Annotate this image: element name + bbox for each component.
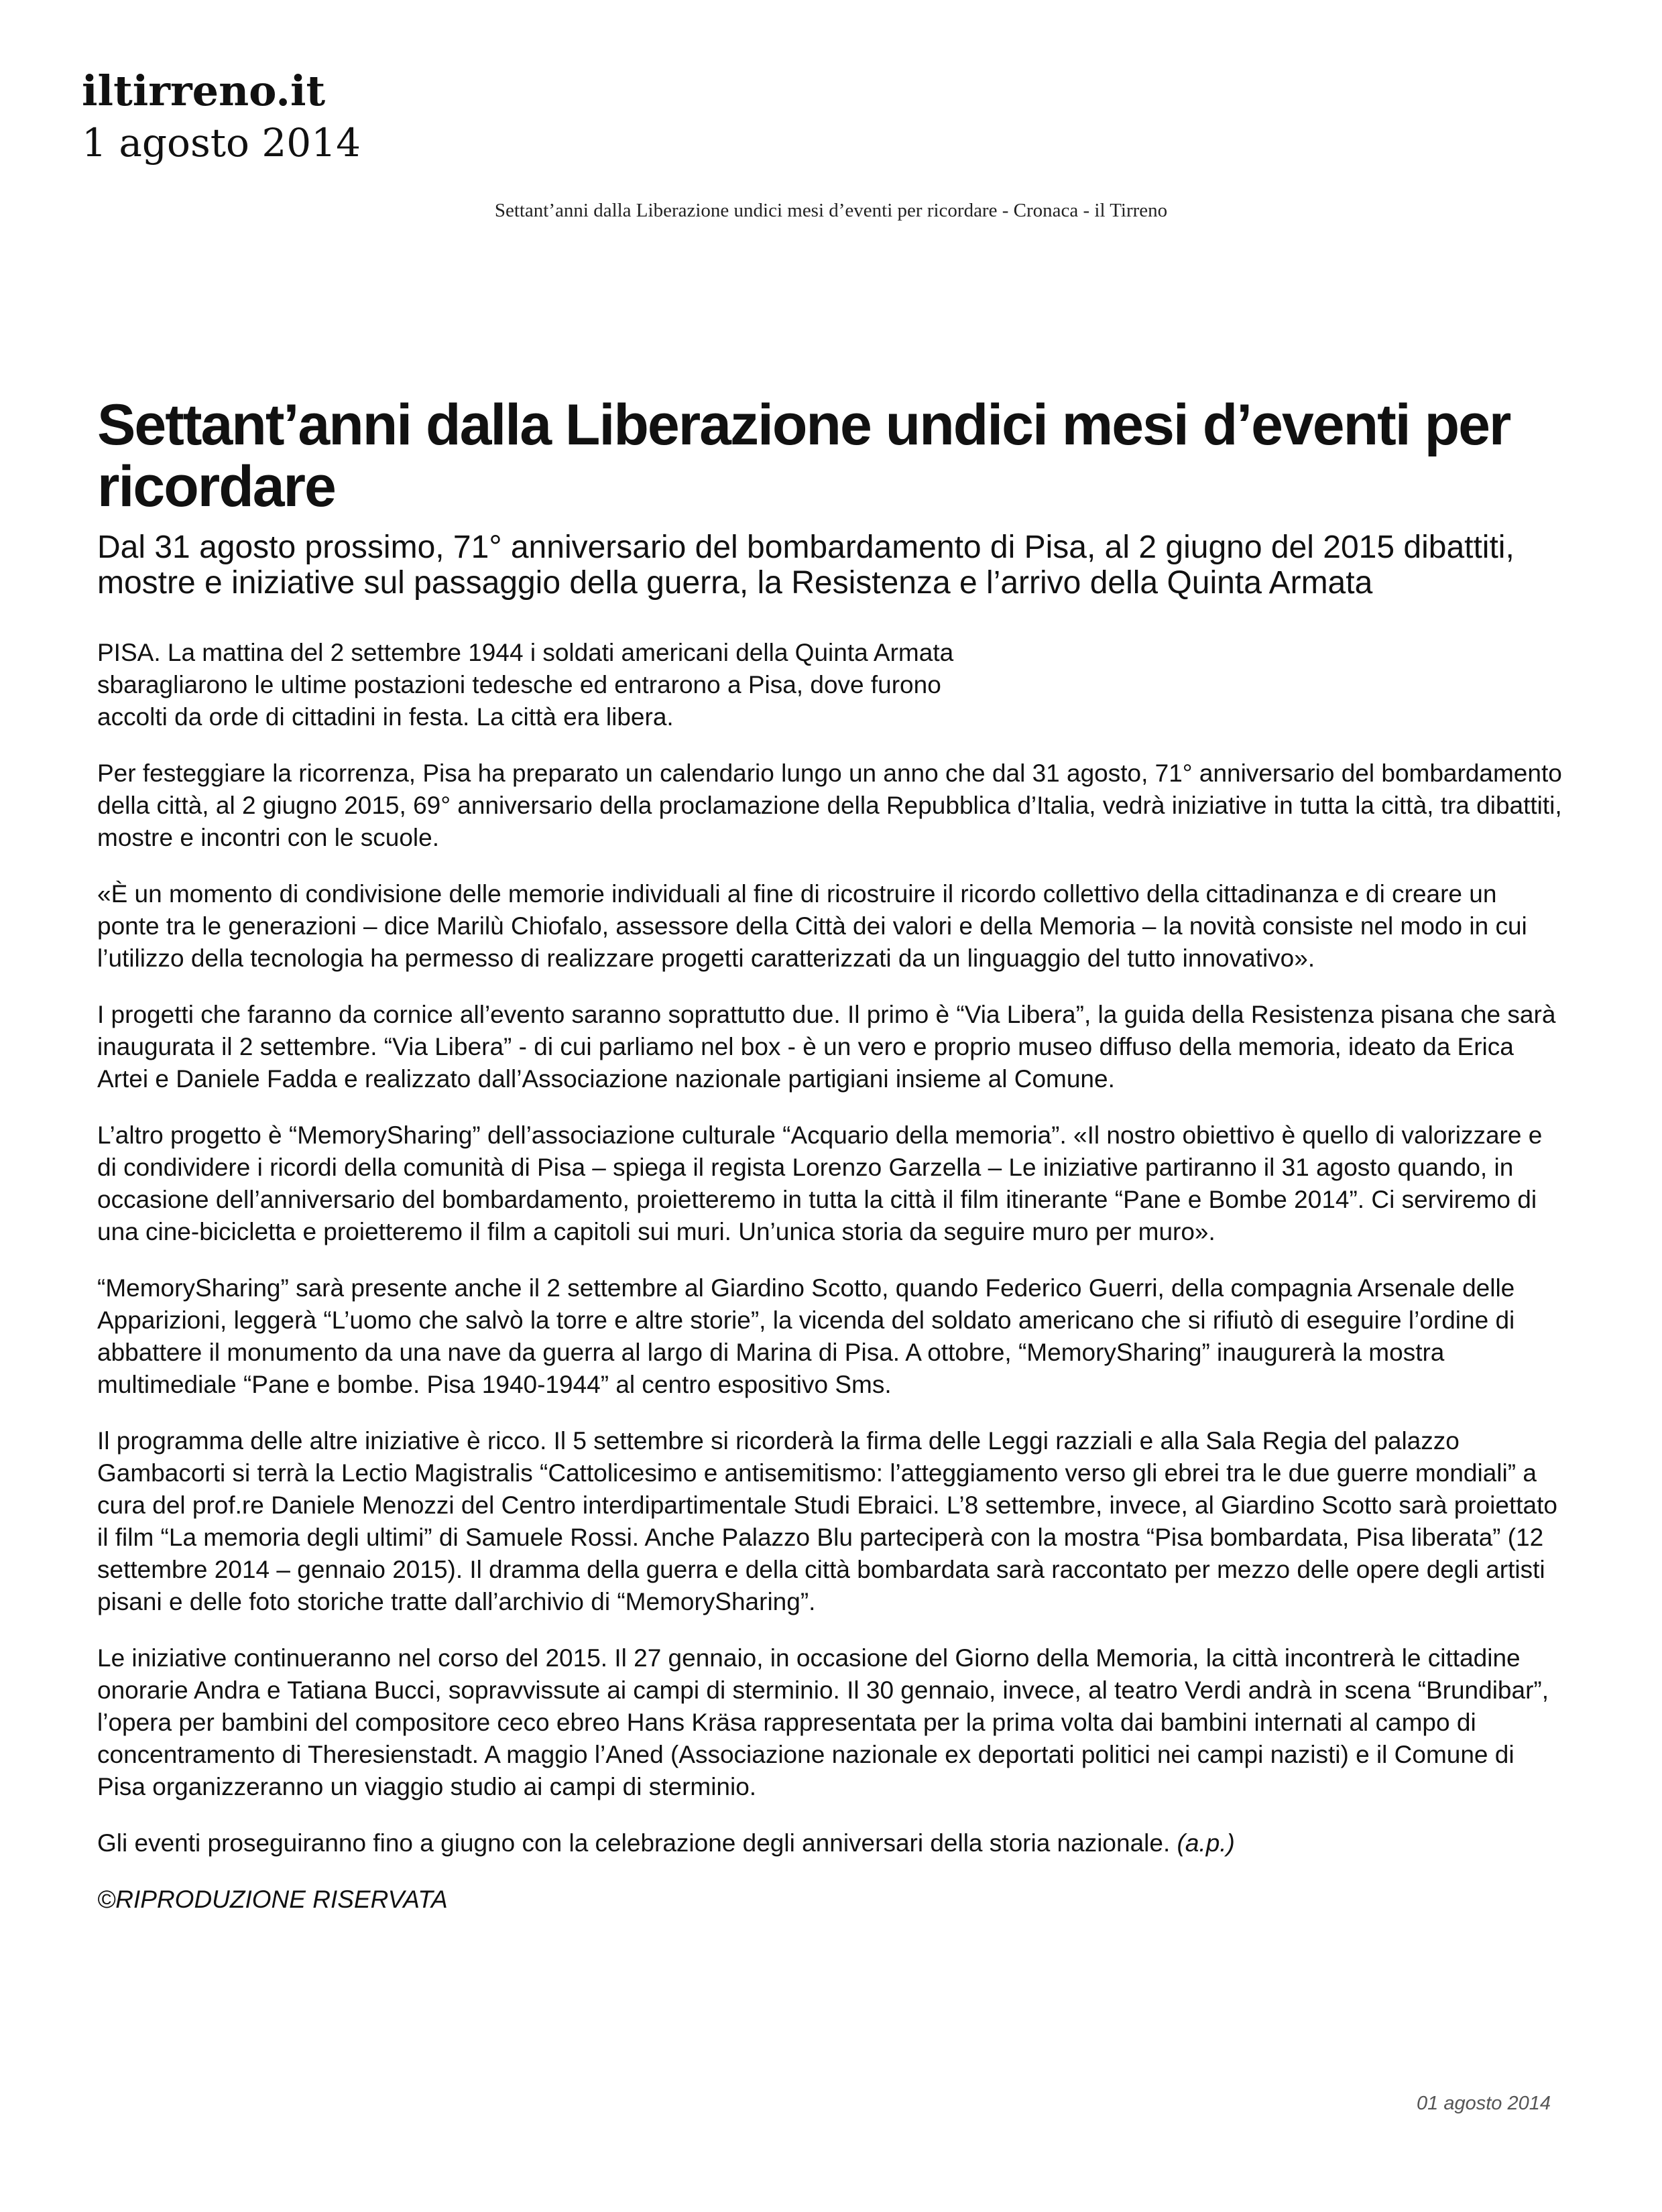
body-paragraph: Le iniziative continueranno nel corso del 2015. Il 27 gennaio, in occasione del Giorno della Memoria, la città incontrerà le cittadine onorarie Andra e Tatiana Bucci, sopravvissute ai campi di sterminio. Il 30 gennaio, invece, al teatro Verdi andrà in scena “Brundibar”, l’opera per bambini del compositore ceco ebreo Hans Kräsa rappresentata per la prima volta dai bambini internati al campo di concentramento di Theresienstadt. A maggio l’Aned (Associazione nazionale ex deportati politici nei campi nazisti) e il Comune di Pisa organizzeranno un viaggio studio ai campi di sterminio.	[97, 1644, 1549, 1800]
publication-date: 1 agosto 2014	[82, 120, 361, 166]
copyright-notice: ©RIPRODUZIONE RISERVATA	[97, 1886, 448, 1913]
body-paragraph: L’altro progetto è “MemorySharing” dell’associazione culturale “Acquario della memoria”. «Il nostro obiettivo è quello di valorizzare e di condividere i ricordi della comunità di Pisa – spiega il regista Lorenzo Garzella – Le iniziative partiranno il 31 agosto quando, in occasione dell’anniversario del bombardamento, proietteremo in tutta la città il film itinerante “Pane e Bombe 2014”. Ci serviremo di una cine-bicicletta e proietteremo il film a capitoli sui muri. Un’unica storia da seguire muro per muro».	[97, 1121, 1543, 1245]
body-paragraph: «È un momento di condivisione delle memorie individuali al fine di ricostruire il ricordo collettivo della cittadinanza e di creare un ponte tra le generazioni – dice Marilù Chiofalo, assessore della Città dei valori e della Memoria – la novità consiste nel modo in cui l’utilizzo della tecnologia ha permesso di realizzare progetti caratterizzati da un linguaggio del tutto innovativo».	[97, 880, 1527, 972]
author-credit: (a.p.)	[1177, 1829, 1235, 1857]
body-paragraph: “MemorySharing” sarà presente anche il 2 settembre al Giardino Scotto, quando Federico Guerri, della compagnia Arsenale delle Apparizioni, leggerà “L’uomo che salvò la torre e altre storie”, la vicenda del soldato americano che si rifiutò di eseguire l’ordine di abbattere il monumento da una nave da guerra al largo di Marina di Pisa. A ottobre, “MemorySharing” inaugurerà la mostra multimediale “Pane e bombe. Pisa 1940-1944” al centro espositivo Sms.	[97, 1274, 1515, 1398]
closing-paragraph	[97, 1827, 1562, 1859]
closing-text: Gli eventi proseguiranno fino a giugno con la celebrazione degli anniversari della storia nazionale.	[97, 1829, 1171, 1857]
source-name: iltirreno.it	[82, 66, 326, 115]
body-paragraph: Il programma delle altre iniziative è ricco. Il 5 settembre si ricorderà la firma delle Leggi razziali e alla Sala Regia del palazzo Gambacorti si terrà la Lectio Magistralis “Cattolicesimo e antisemitismo: l’atteggiamento verso gli ebrei tra le due guerre mondiali” a cura del prof.re Daniele Menozzi del Centro interdipartimentale Studi Ebraici. L’8 settembre, invece, al Giardino Scotto sarà proiettato il film “La memoria degli ultimi” di Samuele Rossi. Anche Palazzo Blu parteciperà con la mostra “Pisa bombardata, Pisa liberata” (12 settembre 2014 – gennaio 2015). Il dramma della guerra e della città bombardata sarà raccontato per mezzo delle opere degli artisti pisani e delle foto storiche tratte dall’archivio di “MemorySharing”.	[97, 1427, 1557, 1615]
body-paragraph: I progetti che faranno da cornice all’evento saranno soprattutto due. Il primo è “Via Libera”, la guida della Resistenza pisana che sarà inaugurata il 2 settembre. “Via Libera” - di cui parliamo nel box - è un vero e proprio museo diffuso della memoria, ideato da Erica Artei e Daniele Fadda e realizzato dall’Associazione nazionale partigiani insieme al Comune.	[97, 1001, 1556, 1093]
article-title: Settant’anni dalla Liberazione undici mesi d’eventi per ricordare	[97, 393, 1510, 519]
article-body	[97, 757, 1562, 1940]
article-lead: PISA. La mattina del 2 settembre 1944 i soldati americani della Quinta Armata sbaragliarono le ultime postazioni tedesche ed entrarono a Pisa, dove furono accolti da orde di cittadini in festa. La città era libera.	[97, 639, 954, 731]
page-header-title: Settant’anni dalla Liberazione undici mesi d’eventi per ricordare - Cronaca - il Tirreno	[494, 200, 1168, 221]
body-paragraph: Per festeggiare la ricorrenza, Pisa ha preparato un calendario lungo un anno che dal 31 agosto, 71° anniversario del bombardamento della città, al 2 giugno 2015, 69° anniversario della proclamazione della Repubblica d’Italia, vedrà iniziative in tutta la città, tra dibattiti, mostre e incontri con le scuole.	[97, 759, 1562, 851]
article-subtitle: Dal 31 agosto prossimo, 71° anniversario del bombardamento di Pisa, al 2 giugno del 2015 dibattiti, mostre e iniziative sul passaggio della guerra, la Resistenza e l’arrivo della Quinta Armata	[97, 530, 1515, 601]
footer-date: 01 agosto 2014	[1417, 2093, 1551, 2114]
